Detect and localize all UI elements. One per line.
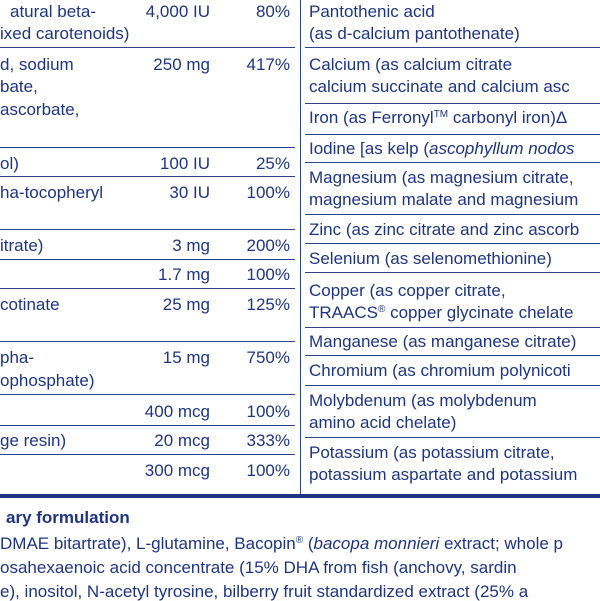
- nutrient-name: Potassium (as potassium citrate,: [309, 443, 555, 462]
- nutrient-dv: 100%: [246, 183, 290, 202]
- row-divider: [0, 259, 295, 260]
- row-divider: [0, 147, 295, 148]
- row-divider: [305, 437, 600, 438]
- nutrient-amount: 250 mg: [153, 55, 210, 74]
- registered-mark: ®: [377, 304, 386, 315]
- nutrient-amount: 100 IU: [159, 154, 210, 173]
- row-divider: [0, 454, 295, 455]
- nutrient-dv: 750%: [246, 348, 290, 367]
- row-divider: [0, 425, 295, 426]
- nutrient-amount: 30 IU: [169, 183, 210, 202]
- nutrient-name: Pantothenic acid: [309, 2, 435, 21]
- nutrient-name: potassium aspartate and potassium: [309, 465, 578, 484]
- nutrient-name: Manganese (as manganese citrate): [309, 332, 577, 351]
- row-divider: [0, 288, 295, 289]
- row-divider: [305, 47, 600, 48]
- nutrient-name: magnesium malate and magnesium: [309, 190, 579, 209]
- nutrient-dv: 200%: [246, 236, 290, 255]
- row-divider: [0, 47, 295, 48]
- nutrient-dv: 100%: [246, 461, 290, 480]
- nutrient-name: copper glycinate chelate: [390, 303, 574, 322]
- nutrient-name: bate,: [0, 77, 38, 96]
- ingredient-text: extract; whole p: [439, 534, 563, 553]
- nutrient-dv: 100%: [246, 265, 290, 284]
- nutrient-dv: 100%: [246, 402, 290, 421]
- ingredient-text: (: [303, 534, 314, 553]
- nutrient-name: d, sodium: [0, 55, 74, 74]
- nutrient-name: Copper (as copper citrate,: [309, 281, 506, 300]
- nutrient-name: ascorbate,: [0, 100, 80, 119]
- nutrient-name: carbonyl iron)Δ: [452, 108, 568, 127]
- nutrient-name: Iodine [as kelp (: [309, 139, 430, 158]
- ingredient-latin-name: bacopa monnieri: [313, 534, 440, 553]
- nutrient-name: Magnesium (as magnesium citrate,: [309, 168, 574, 187]
- row-divider: [0, 341, 295, 342]
- nutrient-amount: 3 mg: [172, 236, 210, 255]
- nutrient-dv: 125%: [246, 295, 290, 314]
- row-divider: [0, 229, 295, 230]
- nutrient-name: Molybdenum (as molybdenum: [309, 391, 537, 410]
- row-divider: [305, 162, 600, 163]
- row-divider: [305, 385, 600, 386]
- nutrient-name: Calcium (as calcium citrate: [309, 55, 513, 74]
- nutrient-name: Selenium (as selenomethionine): [309, 249, 552, 268]
- nutrient-name: pha-: [0, 348, 35, 367]
- row-divider: [305, 103, 600, 104]
- nutrient-amount: 25 mg: [162, 295, 210, 314]
- nutrient-name: cotinate: [0, 295, 60, 314]
- row-divider: [305, 272, 600, 273]
- nutrient-name: amino acid chelate): [309, 413, 457, 432]
- nutrient-name: itrate): [0, 236, 44, 255]
- nutrient-name: Iron (as Ferronyl: [309, 108, 434, 127]
- nutrient-dv: 333%: [246, 431, 290, 450]
- proprietary-heading: ary formulation: [6, 508, 130, 527]
- trademark-mark: TM: [433, 109, 449, 120]
- registered-mark: ®: [295, 535, 304, 546]
- proprietary-ingredients-line: e), inositol, N-acetyl tyrosine, bilberry fruit standardized extract (25% a: [0, 582, 529, 601]
- nutrient-name: ge resin): [0, 431, 67, 450]
- nutrient-amount: 15 mg: [162, 348, 210, 367]
- nutrient-name: calcium succinate and calcium asc: [309, 77, 570, 96]
- row-divider: [305, 243, 600, 244]
- nutrient-dv: 80%: [255, 2, 290, 21]
- section-divider: [0, 494, 600, 498]
- row-divider: [0, 176, 295, 177]
- nutrient-dv: 417%: [246, 55, 290, 74]
- nutrient-name: Chromium (as chromium polynicoti: [309, 361, 571, 380]
- row-divider: [305, 134, 600, 135]
- nutrient-name: atural beta-: [10, 2, 96, 21]
- nutrient-name: Zinc (as zinc citrate and zinc ascorb: [309, 220, 580, 239]
- row-divider: [0, 394, 295, 395]
- nutrient-dv: 25%: [255, 154, 290, 173]
- nutrient-amount: 1.7 mg: [158, 265, 210, 284]
- nutrient-name: ophosphate): [0, 371, 95, 390]
- row-divider: [305, 355, 600, 356]
- nutrient-name: ol): [0, 154, 19, 173]
- nutrient-latin-name: ascophyllum nodos: [429, 139, 575, 158]
- proprietary-ingredients-line: osahexaenoic acid concentrate (15% DHA from fish (anchovy, sardin: [0, 558, 517, 577]
- nutrient-name: ha-tocopheryl: [0, 183, 104, 202]
- column-divider: [300, 0, 301, 494]
- nutrient-amount: 300 mcg: [144, 461, 210, 480]
- nutrient-amount: 4,000 IU: [145, 2, 210, 21]
- row-divider: [305, 327, 600, 328]
- proprietary-ingredients-line: [0, 534, 563, 553]
- ingredient-text: DMAE bitartrate), L-glutamine, Bacopin: [0, 534, 296, 553]
- row-divider: [305, 214, 600, 215]
- nutrient-amount: 20 mcg: [154, 431, 210, 450]
- nutrient-amount: 400 mcg: [144, 402, 210, 421]
- nutrient-name: ixed carotenoids): [0, 24, 130, 43]
- nutrient-name: TRAACS: [309, 303, 378, 322]
- nutrient-name: (as d-calcium pantothenate): [309, 24, 520, 43]
